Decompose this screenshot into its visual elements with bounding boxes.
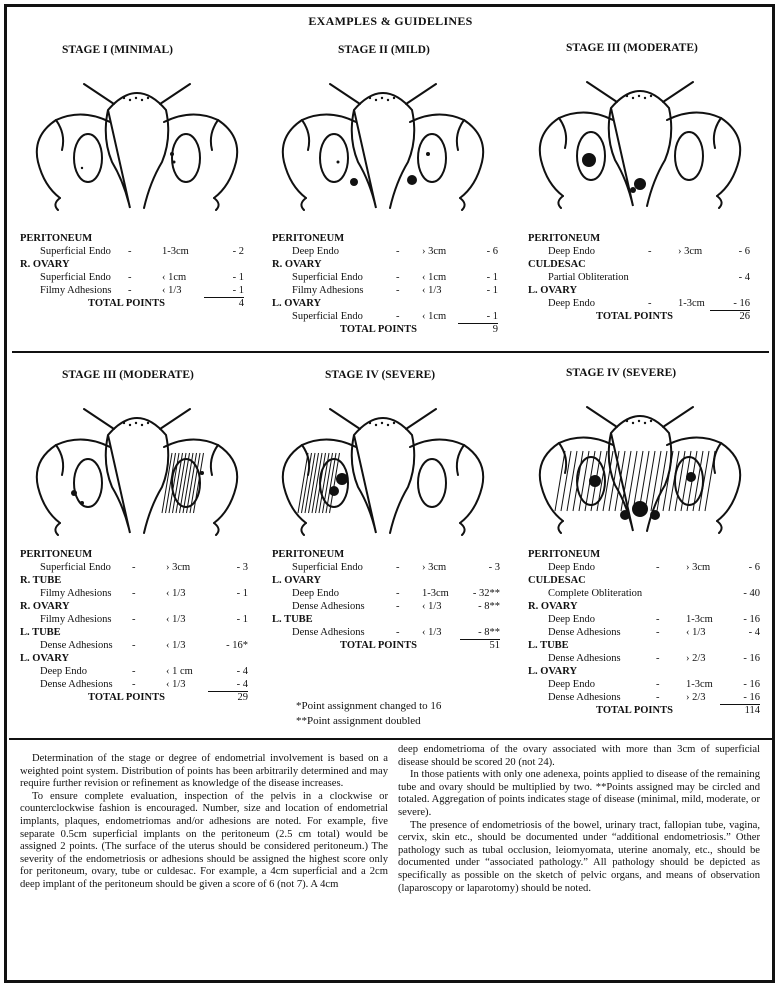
score-operator: - xyxy=(128,246,132,257)
score-section-header xyxy=(272,297,508,310)
score-size: 1-3cm xyxy=(422,588,449,599)
score-item-label: Dense Adhesions xyxy=(40,679,113,690)
score-section-header xyxy=(528,574,764,587)
score-row xyxy=(272,626,508,639)
score-size: ‹ 1cm xyxy=(162,272,187,283)
score-points: - 16 xyxy=(720,691,760,705)
score-size: › 3cm xyxy=(422,246,447,257)
total-points-label: TOTAL POINTS xyxy=(596,311,673,322)
score-size: › 3cm xyxy=(678,246,703,257)
pelvis-sketch-stage-1 xyxy=(22,58,252,218)
score-size: › 3cm xyxy=(422,562,447,573)
score-section-label: L. TUBE xyxy=(272,614,313,625)
score-row xyxy=(20,561,256,574)
score-row xyxy=(20,665,256,678)
score-points: - 16* xyxy=(226,640,248,651)
score-operator: - xyxy=(396,627,400,638)
paragraph: To ensure complete evaluation, inspection of the pelvis in a clockwise or counterclockwise fashion is encouraged. Number, size and location of endometrial implants, plaques, endometriomas and/or adhesions are noted. For example, five separate 0.5cm superficial implants on the peritoneum (2.5 cm total) would be assigned 2 points. (The surface of the uterus should be considered peritoneum.) The severity of the endometriosis or adhesions should be assigned the highest score only for peritoneum, ovary, tube or culdesac. For example, a 4cm superficial and a 2cm deep implant of the peritoneum should be given a score of 6 (not 7). A 4cm xyxy=(20,790,388,890)
score-points: - 6 xyxy=(748,562,760,573)
score-section-header xyxy=(20,574,256,587)
score-size: › 2/3 xyxy=(686,653,706,664)
score-section-label: R. OVARY xyxy=(528,601,578,612)
score-section-label: R. OVARY xyxy=(20,601,70,612)
score-operator: - xyxy=(396,311,400,322)
score-row xyxy=(528,587,764,600)
score-section-header xyxy=(528,232,764,245)
score-table-stage-6 xyxy=(528,548,764,717)
paragraph: deep endometrioma of the ovary associated with more than 3cm of superficial disease should be scored 20 (not 24). xyxy=(398,744,760,768)
score-row xyxy=(272,600,508,613)
lesion-mark xyxy=(350,178,358,186)
score-section-label: PERITONEUM xyxy=(20,549,93,560)
score-section-label: L. OVARY xyxy=(528,285,578,296)
pelvis-sketch-stage-6 xyxy=(525,381,755,541)
lesion-mark xyxy=(170,152,174,156)
score-points: - 32** xyxy=(472,588,500,599)
total-points-value: 114 xyxy=(744,705,760,716)
score-points: - 4 xyxy=(208,678,248,692)
score-item-label: Deep Endo xyxy=(40,666,87,677)
score-section-header xyxy=(20,652,256,665)
footnote-double-asterisk: **Point assignment doubled xyxy=(296,715,421,727)
score-item-label: Dense Adhesions xyxy=(292,627,365,638)
score-section-label: L. OVARY xyxy=(20,653,70,664)
page-title: EXAMPLES & GUIDELINES xyxy=(308,14,473,28)
score-size: › 3cm xyxy=(686,562,711,573)
score-item-label: Filmy Adhesions xyxy=(40,588,112,599)
score-points: - 1 xyxy=(236,588,248,599)
total-points-label: TOTAL POINTS xyxy=(596,705,673,716)
stage-3-title: STAGE III (MODERATE) xyxy=(566,42,698,54)
score-operator: - xyxy=(396,272,400,283)
score-item-label: Dense Adhesions xyxy=(548,653,621,664)
score-item-label: Superficial Endo xyxy=(40,272,111,283)
score-points: - 16 xyxy=(743,653,760,664)
score-points: - 16 xyxy=(743,614,760,625)
score-points: - 1 xyxy=(232,272,244,283)
score-size: ‹ 1/3 xyxy=(166,640,186,651)
score-section-header xyxy=(20,600,256,613)
score-row xyxy=(20,284,256,297)
score-size: ‹ 1 cm xyxy=(166,666,193,677)
score-operator: - xyxy=(396,246,400,257)
score-operator: - xyxy=(656,627,660,638)
lesion-mark xyxy=(630,187,636,193)
score-row xyxy=(528,561,764,574)
score-size: ‹ 1cm xyxy=(422,272,447,283)
lesion-mark xyxy=(634,178,646,190)
score-item-label: Deep Endo xyxy=(548,298,595,309)
score-item-label: Superficial Endo xyxy=(40,246,111,257)
score-section-header xyxy=(528,665,764,678)
score-item-label: Dense Adhesions xyxy=(548,627,621,638)
lesion-mark xyxy=(650,510,660,520)
score-operator: - xyxy=(132,562,136,573)
pelvis-sketch-stage-3 xyxy=(525,56,755,216)
stage-5-title: STAGE IV (SEVERE) xyxy=(325,369,436,381)
score-points: - 1 xyxy=(236,614,248,625)
section-divider xyxy=(12,351,769,353)
total-points-row xyxy=(20,691,256,704)
total-points-value: 29 xyxy=(237,692,248,703)
score-item-label: Deep Endo xyxy=(292,588,339,599)
score-row xyxy=(528,652,764,665)
paragraph: In those patients with only one adenexa, points applied to disease of the remaining tube and ovary should be multiplied by two. **Points assigned may be circled and totaled. Aggregation of points indicates stage of disease (minimal, mild, moderate, or severe). xyxy=(398,769,760,818)
score-points: - 8** xyxy=(478,601,500,612)
score-points: - 1 xyxy=(204,284,244,298)
score-section-header xyxy=(272,548,508,561)
total-points-label: TOTAL POINTS xyxy=(88,298,165,309)
score-operator: - xyxy=(656,653,660,664)
score-item-label: Deep Endo xyxy=(548,614,595,625)
score-row xyxy=(272,561,508,574)
score-item-label: Superficial Endo xyxy=(292,562,363,573)
score-operator: - xyxy=(396,588,400,599)
score-row xyxy=(20,245,256,258)
score-size: ‹ 1/3 xyxy=(422,627,442,638)
score-section-label: CULDESAC xyxy=(528,259,586,270)
total-points-label: TOTAL POINTS xyxy=(340,324,417,335)
score-operator: - xyxy=(132,640,136,651)
score-points: - 1 xyxy=(486,285,498,296)
score-row xyxy=(528,297,764,310)
lesion-mark xyxy=(173,161,176,164)
total-points-value: 4 xyxy=(238,298,244,309)
stage-1-title: STAGE I (MINIMAL) xyxy=(62,44,173,56)
score-size: ‹ 1/3 xyxy=(422,285,442,296)
lesion-mark xyxy=(407,175,417,185)
score-section-label: R. OVARY xyxy=(272,259,322,270)
score-item-label: Partial Obliteration xyxy=(548,272,629,283)
score-section-header xyxy=(528,258,764,271)
score-points: - 40 xyxy=(743,588,760,599)
footnote-single-asterisk: *Point assignment changed to 16 xyxy=(296,700,442,712)
score-item-label: Superficial Endo xyxy=(40,562,111,573)
pelvis-sketch-stage-2 xyxy=(268,58,498,218)
total-points-label: TOTAL POINTS xyxy=(340,640,417,651)
lesion-mark xyxy=(620,510,630,520)
total-points-value: 9 xyxy=(492,324,498,335)
lesion-mark xyxy=(71,490,77,496)
total-points-row xyxy=(272,323,508,336)
score-section-header xyxy=(20,258,256,271)
score-row xyxy=(20,639,256,652)
score-section-label: L. TUBE xyxy=(20,627,61,638)
score-section-label: L. TUBE xyxy=(528,640,569,651)
guidelines-text-right xyxy=(398,744,760,895)
score-row xyxy=(528,626,764,639)
score-operator: - xyxy=(656,692,660,703)
score-row xyxy=(528,678,764,691)
score-item-label: Complete Obliteration xyxy=(548,588,643,599)
score-operator: - xyxy=(132,588,136,599)
score-row xyxy=(20,587,256,600)
score-item-label: Deep Endo xyxy=(548,679,595,690)
score-size: 1-3cm xyxy=(686,679,713,690)
total-points-value: 51 xyxy=(489,640,500,651)
score-points: - 2 xyxy=(232,246,244,257)
total-points-value: 26 xyxy=(739,311,750,322)
score-points: - 1 xyxy=(458,310,498,324)
score-operator: - xyxy=(128,285,132,296)
score-section-header xyxy=(272,574,508,587)
score-section-label: R. OVARY xyxy=(20,259,70,270)
score-operator: - xyxy=(648,298,652,309)
stage-6-title: STAGE IV (SEVERE) xyxy=(566,367,677,379)
total-points-label: TOTAL POINTS xyxy=(88,692,165,703)
score-operator: - xyxy=(656,614,660,625)
score-section-header xyxy=(528,548,764,561)
score-table-stage-3 xyxy=(528,232,764,323)
score-points: - 4 xyxy=(738,272,750,283)
paragraph: The presence of endometriosis of the bowel, urinary tract, fallopian tube, vagina, cervix, skin etc., should be documented under “additional endometriosis.” Other pathology such as tubal occlusion, leiomyomata, uterine anomaly, etc., should be documented under “associated pathology.” All pathology should be depicted as specifically as possible on the sketch of pelvic organs, and means of observation (laparoscopy or laparotomy) should be noted. xyxy=(398,819,760,894)
lesion-mark xyxy=(81,167,83,169)
paragraph: Determination of the stage or degree of endometrial involvement is based on a weighted point system. Distribution of points has been arbitrarily determined and may require further revision or refinement as knowledge of the disease increases. xyxy=(20,753,388,790)
score-section-label: PERITONEUM xyxy=(528,233,601,244)
score-size: ‹ 1cm xyxy=(422,311,447,322)
score-row xyxy=(272,271,508,284)
score-item-label: Deep Endo xyxy=(548,246,595,257)
score-item-label: Filmy Adhesions xyxy=(40,614,112,625)
lesion-mark xyxy=(426,152,430,156)
score-points: - 16 xyxy=(710,297,750,311)
score-section-label: L. OVARY xyxy=(528,666,578,677)
score-points: - 1 xyxy=(486,272,498,283)
score-size: ‹ 1/3 xyxy=(166,679,186,690)
score-points: - 3 xyxy=(236,562,248,573)
score-table-stage-5 xyxy=(272,548,508,652)
score-operator: - xyxy=(396,285,400,296)
score-section-header xyxy=(272,232,508,245)
score-section-header xyxy=(528,284,764,297)
score-table-stage-2 xyxy=(272,232,508,336)
score-item-label: Superficial Endo xyxy=(292,311,363,322)
score-size: ‹ 1/3 xyxy=(166,614,186,625)
score-points: - 6 xyxy=(738,246,750,257)
total-points-row xyxy=(528,704,764,717)
score-item-label: Dense Adhesions xyxy=(40,640,113,651)
score-item-label: Deep Endo xyxy=(292,246,339,257)
score-points: - 4 xyxy=(236,666,248,677)
score-item-label: Dense Adhesions xyxy=(548,692,621,703)
score-section-header xyxy=(20,232,256,245)
score-section-header xyxy=(272,258,508,271)
score-size: 1-3cm xyxy=(678,298,705,309)
guidelines-text-left xyxy=(20,753,388,892)
score-row xyxy=(528,245,764,258)
score-size: › 3cm xyxy=(166,562,191,573)
score-item-label: Filmy Adhesions xyxy=(292,285,364,296)
score-section-label: L. OVARY xyxy=(272,298,322,309)
score-size: ‹ 1/3 xyxy=(686,627,706,638)
score-points: - 3 xyxy=(488,562,500,573)
score-section-label: CULDESAC xyxy=(528,575,586,586)
score-table-stage-1 xyxy=(20,232,256,310)
score-table-stage-4 xyxy=(20,548,256,704)
score-row xyxy=(272,587,508,600)
score-operator: - xyxy=(656,562,660,573)
text-divider xyxy=(9,738,772,740)
score-operator: - xyxy=(648,246,652,257)
score-item-label: Superficial Endo xyxy=(292,272,363,283)
score-size: ‹ 1/3 xyxy=(422,601,442,612)
score-item-label: Dense Adhesions xyxy=(292,601,365,612)
score-item-label: Deep Endo xyxy=(548,562,595,573)
score-row xyxy=(20,613,256,626)
score-operator: - xyxy=(656,679,660,690)
lesion-mark xyxy=(582,153,596,167)
score-row xyxy=(20,271,256,284)
score-section-header xyxy=(528,639,764,652)
score-size: ‹ 1/3 xyxy=(162,285,182,296)
score-section-label: PERITONEUM xyxy=(272,549,345,560)
lesion-mark xyxy=(80,501,84,505)
score-section-label: PERITONEUM xyxy=(272,233,345,244)
lesion-mark xyxy=(337,161,340,164)
score-points: - 8** xyxy=(460,626,500,640)
score-section-header xyxy=(272,613,508,626)
score-row xyxy=(272,245,508,258)
stage-4-title: STAGE III (MODERATE) xyxy=(62,369,194,381)
score-item-label: Filmy Adhesions xyxy=(40,285,112,296)
score-size: › 2/3 xyxy=(686,692,706,703)
score-section-label: R. TUBE xyxy=(20,575,62,586)
lesion-mark xyxy=(336,473,348,485)
score-row xyxy=(272,310,508,323)
score-section-header xyxy=(528,600,764,613)
score-size: ‹ 1/3 xyxy=(166,588,186,599)
pelvis-sketch-stage-5 xyxy=(268,383,498,543)
total-points-row xyxy=(20,297,256,310)
score-section-header xyxy=(20,548,256,561)
score-operator: - xyxy=(132,614,136,625)
total-points-row xyxy=(528,310,764,323)
score-operator: - xyxy=(396,601,400,612)
score-size: 1-3cm xyxy=(162,246,189,257)
score-section-header xyxy=(20,626,256,639)
score-points: - 6 xyxy=(486,246,498,257)
score-section-label: PERITONEUM xyxy=(20,233,93,244)
score-row xyxy=(528,271,764,284)
score-operator: - xyxy=(128,272,132,283)
score-points: - 4 xyxy=(748,627,760,638)
pelvis-sketch-stage-4 xyxy=(22,383,252,543)
score-row xyxy=(528,691,764,704)
score-section-label: L. OVARY xyxy=(272,575,322,586)
score-section-label: PERITONEUM xyxy=(528,549,601,560)
score-row xyxy=(20,678,256,691)
score-row xyxy=(528,613,764,626)
score-operator: - xyxy=(132,679,136,690)
score-operator: - xyxy=(132,666,136,677)
stage-2-title: STAGE II (MILD) xyxy=(338,44,430,56)
score-operator: - xyxy=(396,562,400,573)
total-points-row xyxy=(272,639,508,652)
score-row xyxy=(272,284,508,297)
score-points: - 16 xyxy=(743,679,760,690)
score-size: 1-3cm xyxy=(686,614,713,625)
